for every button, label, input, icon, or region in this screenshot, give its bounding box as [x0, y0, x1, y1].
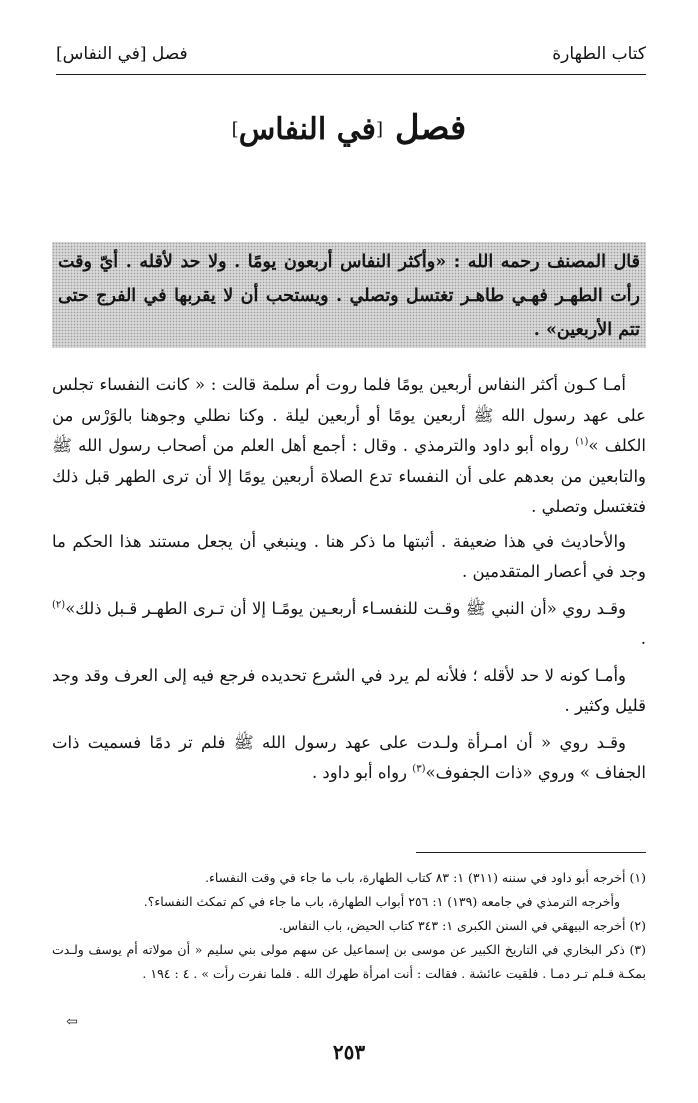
- paragraph: [52, 728, 646, 789]
- paragraph-text: والأحاديث في هذا ضعيفة . أثبتها ما ذكر هنا . وينبغي أن يجعل مستند هذا الحكم ما وجد في أعصار المتقدمين .: [52, 531, 646, 581]
- footnote-text: ذكر البخاري في التاريخ الكبير عن موسى بن إسماعيل عن سهم مولى بني سليم « أن مولاته أم يوسف ولـدت بمكـة فـلم تـر دمـا . فلقيت عائشة . فقالت : أنت امرأة طهرك الله . فلما نفرت رأت » . ٤ : ١٩٤ .: [52, 942, 646, 981]
- footnote-text: أخرجه أبو داود في سننه (٣١١) ١: ٨٣ كتاب الطهارة، باب ما جاء في وقت النفساء.: [205, 870, 626, 885]
- paragraph-text: رواه أبو داود .: [311, 763, 413, 782]
- page-number: ٢٥٣: [332, 1040, 366, 1064]
- header-section-title: فصل [في النفاس]: [56, 44, 188, 64]
- paragraph-text: وأمـا كونه لا حد لأقله ؛ فلأنه لم يرد في الشرع تحديده فرجع فيه إلى العرف وقد وجد قليل وكثير .: [52, 665, 646, 715]
- footnote-divider: [416, 852, 646, 853]
- paragraph-text: .: [640, 629, 646, 648]
- commentary-body: [52, 370, 646, 793]
- footnote-ref: (٣): [412, 763, 426, 775]
- footnote: [52, 866, 646, 890]
- paragraph-text: رواه أبو داود والترمذي . وقال : أجمع أهل العلم من أصحاب رسول الله ﷺ والتابعين من بعدهم على أن النفساء تدع الصلاة أربعين يومًا إلا أن ترى الطهر قبل ذلك فتغتسل وتصلي .: [52, 436, 646, 516]
- paragraph: [52, 594, 646, 655]
- header-divider: [56, 74, 646, 75]
- paragraph-text: أمـا كـون أكثر النفاس أربعين يومًا فلما روت أم سلمة قالت : « كانت النفساء تجلس على عهد رسول الله ﷺ أربعين يومًا أو أربعين ليلة . وكنا نطلي وجوهنا بالوَرْس من الكلف »: [52, 375, 646, 455]
- chapter-title: [0, 102, 698, 156]
- header-book-title: كتاب الطهارة: [552, 44, 646, 64]
- footnote-number: (٣): [629, 942, 646, 957]
- running-header: [56, 44, 646, 72]
- chapter-title-close-bracket: ]: [231, 119, 239, 140]
- arrow-left-icon: ⇦: [66, 1014, 78, 1030]
- paragraph: [52, 661, 646, 722]
- footnote: [52, 938, 646, 986]
- footnote: [52, 914, 646, 938]
- chapter-title-main: فصل: [394, 108, 467, 148]
- footnote-ref: (٢): [52, 599, 66, 610]
- footnote-number: (٢): [629, 918, 646, 933]
- paragraph-text: وقـد روي « أن امـرأة ولـدت على عهد رسول الله ﷺ فلم تر دمًا فسميت ذات الجفاف » وروي «ذات الجفوف»: [52, 732, 646, 782]
- footnote-continuation: وأخرجه الترمذي في جامعه (١٣٩) ١: ٢٥٦ أبواب الطهارة، باب ما جاء في كم تمكث النفساء؟.: [143, 894, 620, 909]
- footnote-text: أخرجه البيهقي في السنن الكبرى ١: ٣٤٣ كتاب الحيض، باب النفاس.: [278, 918, 626, 933]
- paragraph-text: وقـد روي «أن النبي ﷺ وقـت للنفسـاء أربعـين يومًـا إلا أن تـرى الطهـر قـبل ذلك»: [65, 598, 626, 618]
- paragraph: [52, 370, 646, 523]
- chapter-title-open-bracket: [: [375, 119, 383, 140]
- footnote-number: (١): [629, 870, 646, 885]
- chapter-title-inner: في النفاس: [238, 112, 376, 147]
- footnote-ref: (١): [575, 436, 589, 448]
- footnotes: [52, 866, 646, 986]
- paragraph: [52, 527, 646, 588]
- matn-quote-block: قال المصنف رحمه الله : «وأكثر النفاس أربعون يومًا . ولا حد لأقله . أيّ وقت رأت الطهـر فهـي طاهـر تغتسل وتصلي . ويستحب أن لا يقربها في الفرج حتى تتم الأربعين» .: [52, 242, 646, 348]
